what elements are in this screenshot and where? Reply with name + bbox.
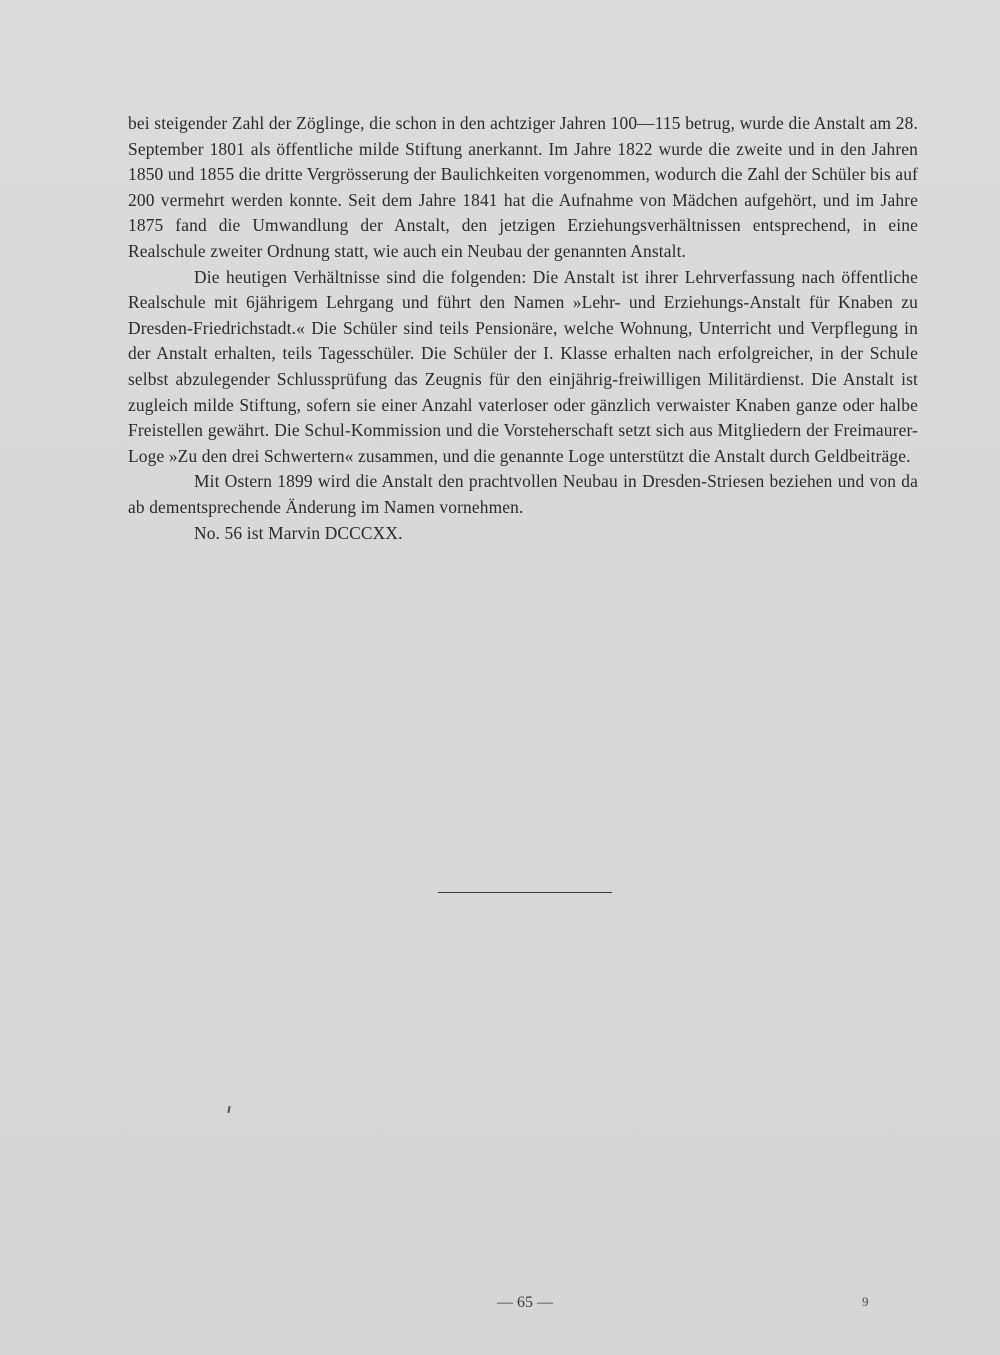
paragraph-reference: No. 56 ist Marvin DCCCXX. [194,522,403,543]
paragraph-history: bei steigender Zahl der Zöglinge, die schon in den achtziger Jahren 100—115 betrug, wurde die Anstalt am 28. September 1801 als öffentliche milde Stiftung anerkannt. Im Jahre 1822 wurde die zweite und in den Jahren 1850 und 1855 die dritte Vergrösserung der Baulichkeiten vorgenommen, wodurch die Zahl der Schüler bis auf 200 vermehrt werden konnte. Seit dem Jahre 1841 hat die Aufnahme von Mädchen aufgehört, und im Jahre 1875 fand die Umwandlung der Anstalt, den jetzigen Erziehungsverhältnissen entsprechend, in eine Realschule zweiter Ordnung statt, wie auch ein Neubau der genannten Anstalt. [128,113,918,261]
page-number: — 65 — [497,1294,553,1311]
print-speck [227,1106,230,1113]
paragraph-new-building: Mit Ostern 1899 wird die Anstalt den prachtvollen Neubau in Dresden-Striesen beziehen und von da ab dementsprechende Änderung im Namen vornehmen. [128,471,918,517]
paragraph-current-conditions: Die heutigen Verhältnisse sind die folgenden: Die Anstalt ist ihrer Lehrverfassung nach öffentliche Realschule mit 6jährigem Lehrgang und führt den Namen »Lehr- und Erziehungs-Anstalt für Knaben zu Dresden-Friedrichstadt.« Die Schüler sind teils Pensionäre, welche Wohnung, Unterricht und Verpflegung in der Anstalt erhalten, teils Tagesschüler. Die Schüler der I. Klasse erhalten nach erfolgreicher, in der Schule selbst abzulegender Schlussprüfung das Zeugnis für den einjährig-freiwilligen Militärdienst. Die Anstalt ist zugleich milde Stiftung, sofern sie einer Anzahl vaterloser oder gänzlich verwaister Knaben ganze oder halbe Freistellen gewährt. Die Schul-Kommission und die Vorsteherschaft setzt sich aus Mitgliedern der Freimaurer-Loge »Zu den drei Schwertern« zusammen, und die genannte Loge unterstützt die Anstalt durch Geldbeiträge. [128,266,918,466]
body-text [128,111,918,546]
signature-mark: 9 [862,1294,869,1309]
section-divider [438,892,612,893]
